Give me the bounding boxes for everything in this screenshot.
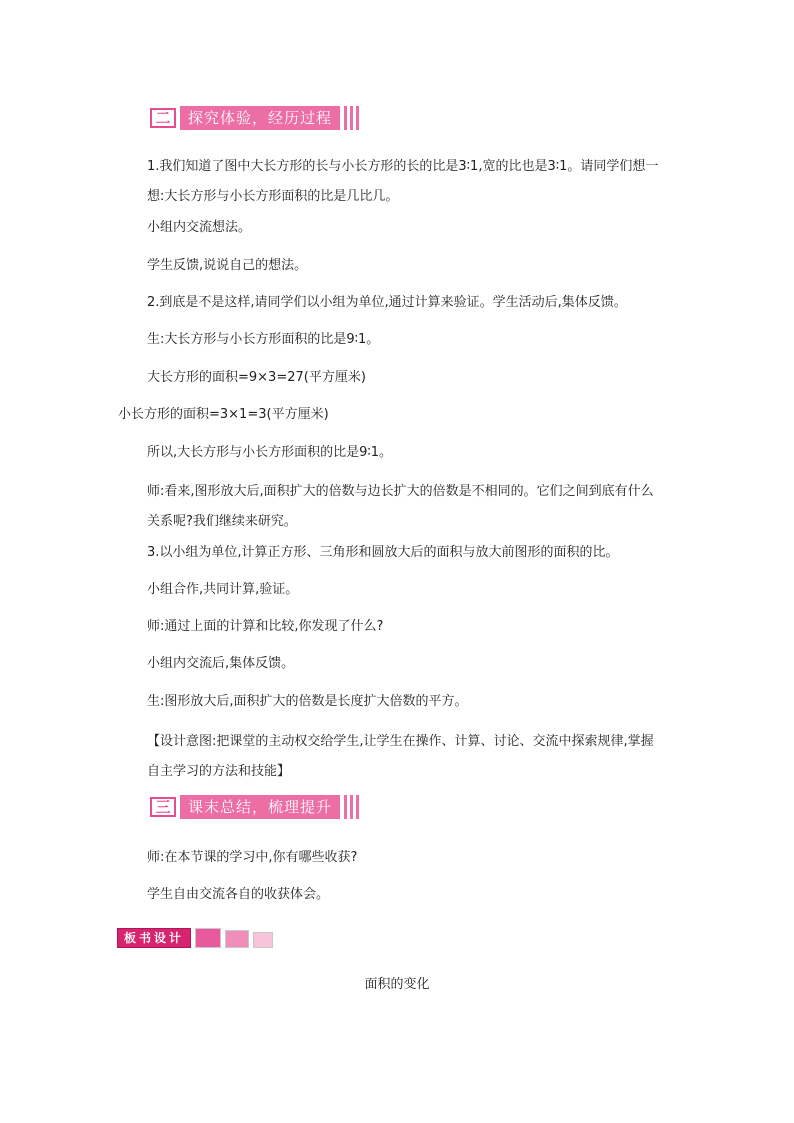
paragraph: 所以,大长方形与小长方形面积的比是9∶1。 xyxy=(147,445,393,460)
section-number: 三 xyxy=(150,797,176,817)
section-title: 课末总结，梳理提升 xyxy=(180,795,340,819)
section-header-3 xyxy=(150,795,362,819)
paragraph: 1.我们知道了图中大长方形的长与小长方形的长的比是3∶1,宽的比也是3∶1。请同学们想一想:大长方形与小长方形面积的比是几比几。 xyxy=(147,159,659,204)
paragraph: 小组内交流后,集体反馈。 xyxy=(147,656,295,671)
decorative-square xyxy=(225,930,249,948)
board-design-header xyxy=(117,928,273,948)
paragraph: 学生自由交流各自的收获体会。 xyxy=(147,887,330,902)
paragraph: 师:通过上面的计算和比较,你发现了什么? xyxy=(147,619,384,634)
decorative-square xyxy=(195,928,221,948)
paragraph: 2.到底是不是这样,请同学们以小组为单位,通过计算来验证。学生活动后,集体反馈。 xyxy=(147,295,627,310)
paragraph: 生:大长方形与小长方形面积的比是9∶1。 xyxy=(147,332,380,347)
section-header-2 xyxy=(150,106,362,130)
board-title: 面积的变化 xyxy=(364,977,430,992)
paragraph: 小组内交流想法。 xyxy=(147,220,252,235)
paragraph: 师:看来,图形放大后,面积扩大的倍数与边长扩大的倍数是不相同的。它们之间到底有什么关系呢?我们继续来研究。 xyxy=(147,484,654,529)
decorative-stripes xyxy=(344,106,362,130)
paragraph: 3.以小组为单位,计算正方形、三角形和圆放大后的面积与放大前图形的面积的比。 xyxy=(147,545,619,560)
paragraph: 生:图形放大后,面积扩大的倍数是长度扩大倍数的平方。 xyxy=(147,694,468,709)
decorative-square xyxy=(253,932,273,948)
paragraph: 大长方形的面积=9×3=27(平方厘米) xyxy=(147,370,366,385)
paragraph: 小组合作,共同计算,验证。 xyxy=(147,582,299,597)
paragraph: 师:在本节课的学习中,你有哪些收获? xyxy=(147,850,358,865)
decorative-stripes xyxy=(344,795,362,819)
section-number: 二 xyxy=(150,108,176,128)
design-intent-note: 【设计意图:把课堂的主动权交给学生,让学生在操作、计算、讨论、交流中探索规律,掌握自主学习的方法和技能】 xyxy=(147,734,654,779)
board-design-label: 板书设计 xyxy=(117,928,191,948)
paragraph: 学生反馈,说说自己的想法。 xyxy=(147,258,308,273)
section-title: 探究体验，经历过程 xyxy=(180,106,340,130)
paragraph: 小长方形的面积=3×1=3(平方厘米) xyxy=(118,407,329,422)
